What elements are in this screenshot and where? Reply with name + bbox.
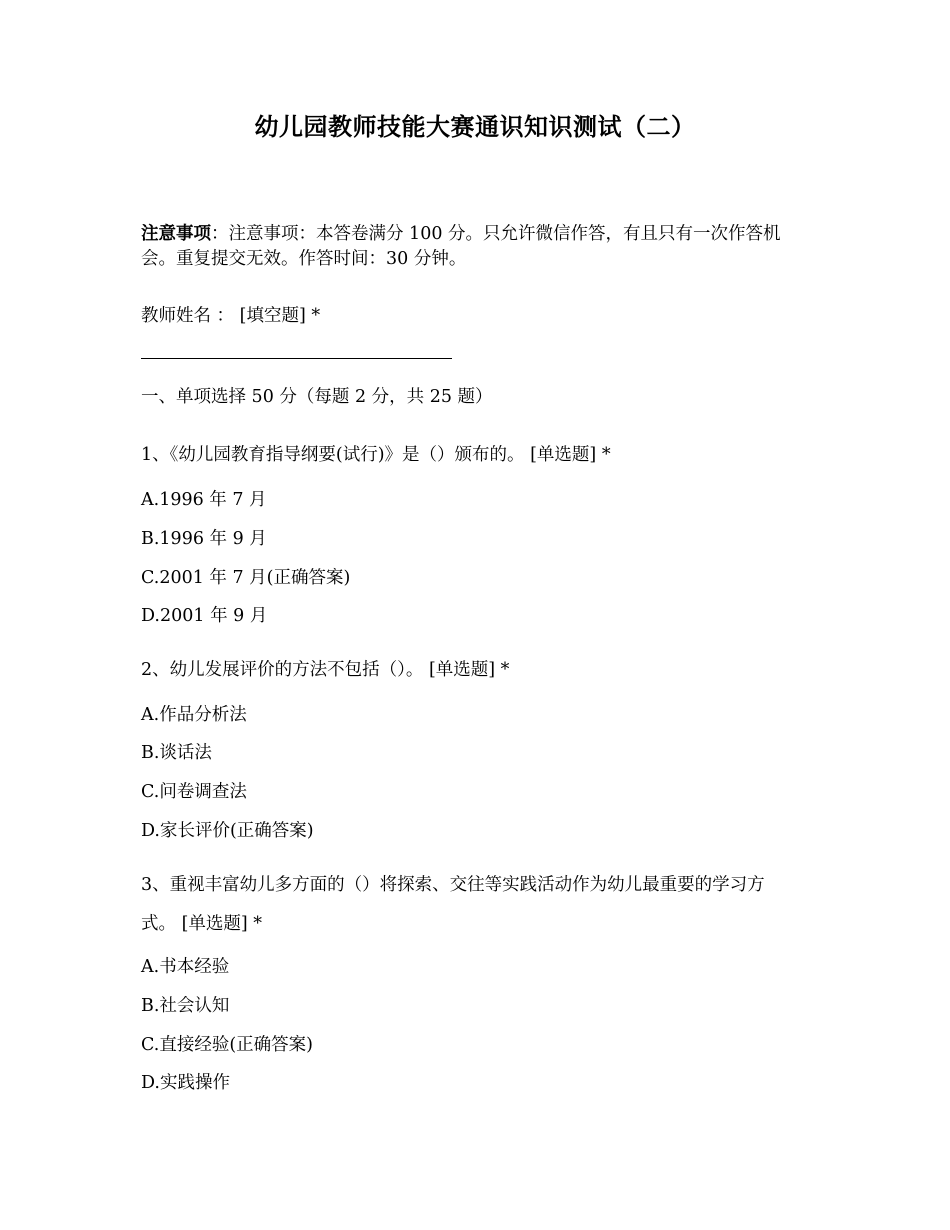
section-heading: 一、单项选择 50 分（每题 2 分，共 25 题） — [141, 387, 493, 407]
question-2-option-b[interactable]: B.谈话法 — [141, 743, 212, 763]
question-1-option-b[interactable]: B.1996 年 9 月 — [141, 529, 267, 549]
question-2-option-a[interactable]: A.作品分析法 — [141, 705, 247, 725]
question-3-stem-line-1: 3、重视丰富幼儿多方面的（）将探索、交往等实践活动作为幼儿最重要的学习方 — [141, 875, 765, 895]
notice-line-1 — [141, 222, 821, 247]
question-3-option-d[interactable]: D.实践操作 — [141, 1073, 230, 1093]
question-1-option-a[interactable]: A.1996 年 7 月 — [141, 490, 267, 510]
question-2-option-d[interactable]: D.家长评价(正确答案) — [141, 821, 314, 841]
notice-paragraph — [141, 222, 821, 272]
teacher-name-input-line[interactable] — [141, 358, 452, 359]
question-2-option-c[interactable]: C.问卷调查法 — [141, 782, 247, 802]
question-1-option-c[interactable]: C.2001 年 7 月(正确答案) — [141, 568, 351, 588]
notice-text-1: ：注意事项：本答卷满分 100 分。只允许微信作答，有且只有一次作答机 — [211, 224, 781, 244]
question-3-option-c[interactable]: C.直接经验(正确答案) — [141, 1035, 313, 1055]
question-3-stem-line-2: 式。 [单选题] * — [141, 914, 263, 934]
question-3-option-a[interactable]: A.书本经验 — [141, 957, 230, 977]
question-2-stem: 2、幼儿发展评价的方法不包括（）。 [单选题] * — [141, 660, 510, 680]
question-1-option-d[interactable]: D.2001 年 9 月 — [141, 606, 268, 626]
teacher-name-label: 教师姓名 ： [填空题] * — [141, 306, 321, 326]
page-title: 幼儿园教师技能大赛通识知识测试（二） — [254, 112, 696, 141]
question-3-option-b[interactable]: B.社会认知 — [141, 996, 230, 1016]
notice-line-2: 会。重复提交无效。作答时间：30 分钟。 — [141, 249, 467, 269]
notice-label: 注意事项 — [141, 224, 211, 244]
question-1-stem: 1、《幼儿园教育指导纲要(试行)》是（）颁布的。 [单选题] * — [141, 445, 611, 465]
